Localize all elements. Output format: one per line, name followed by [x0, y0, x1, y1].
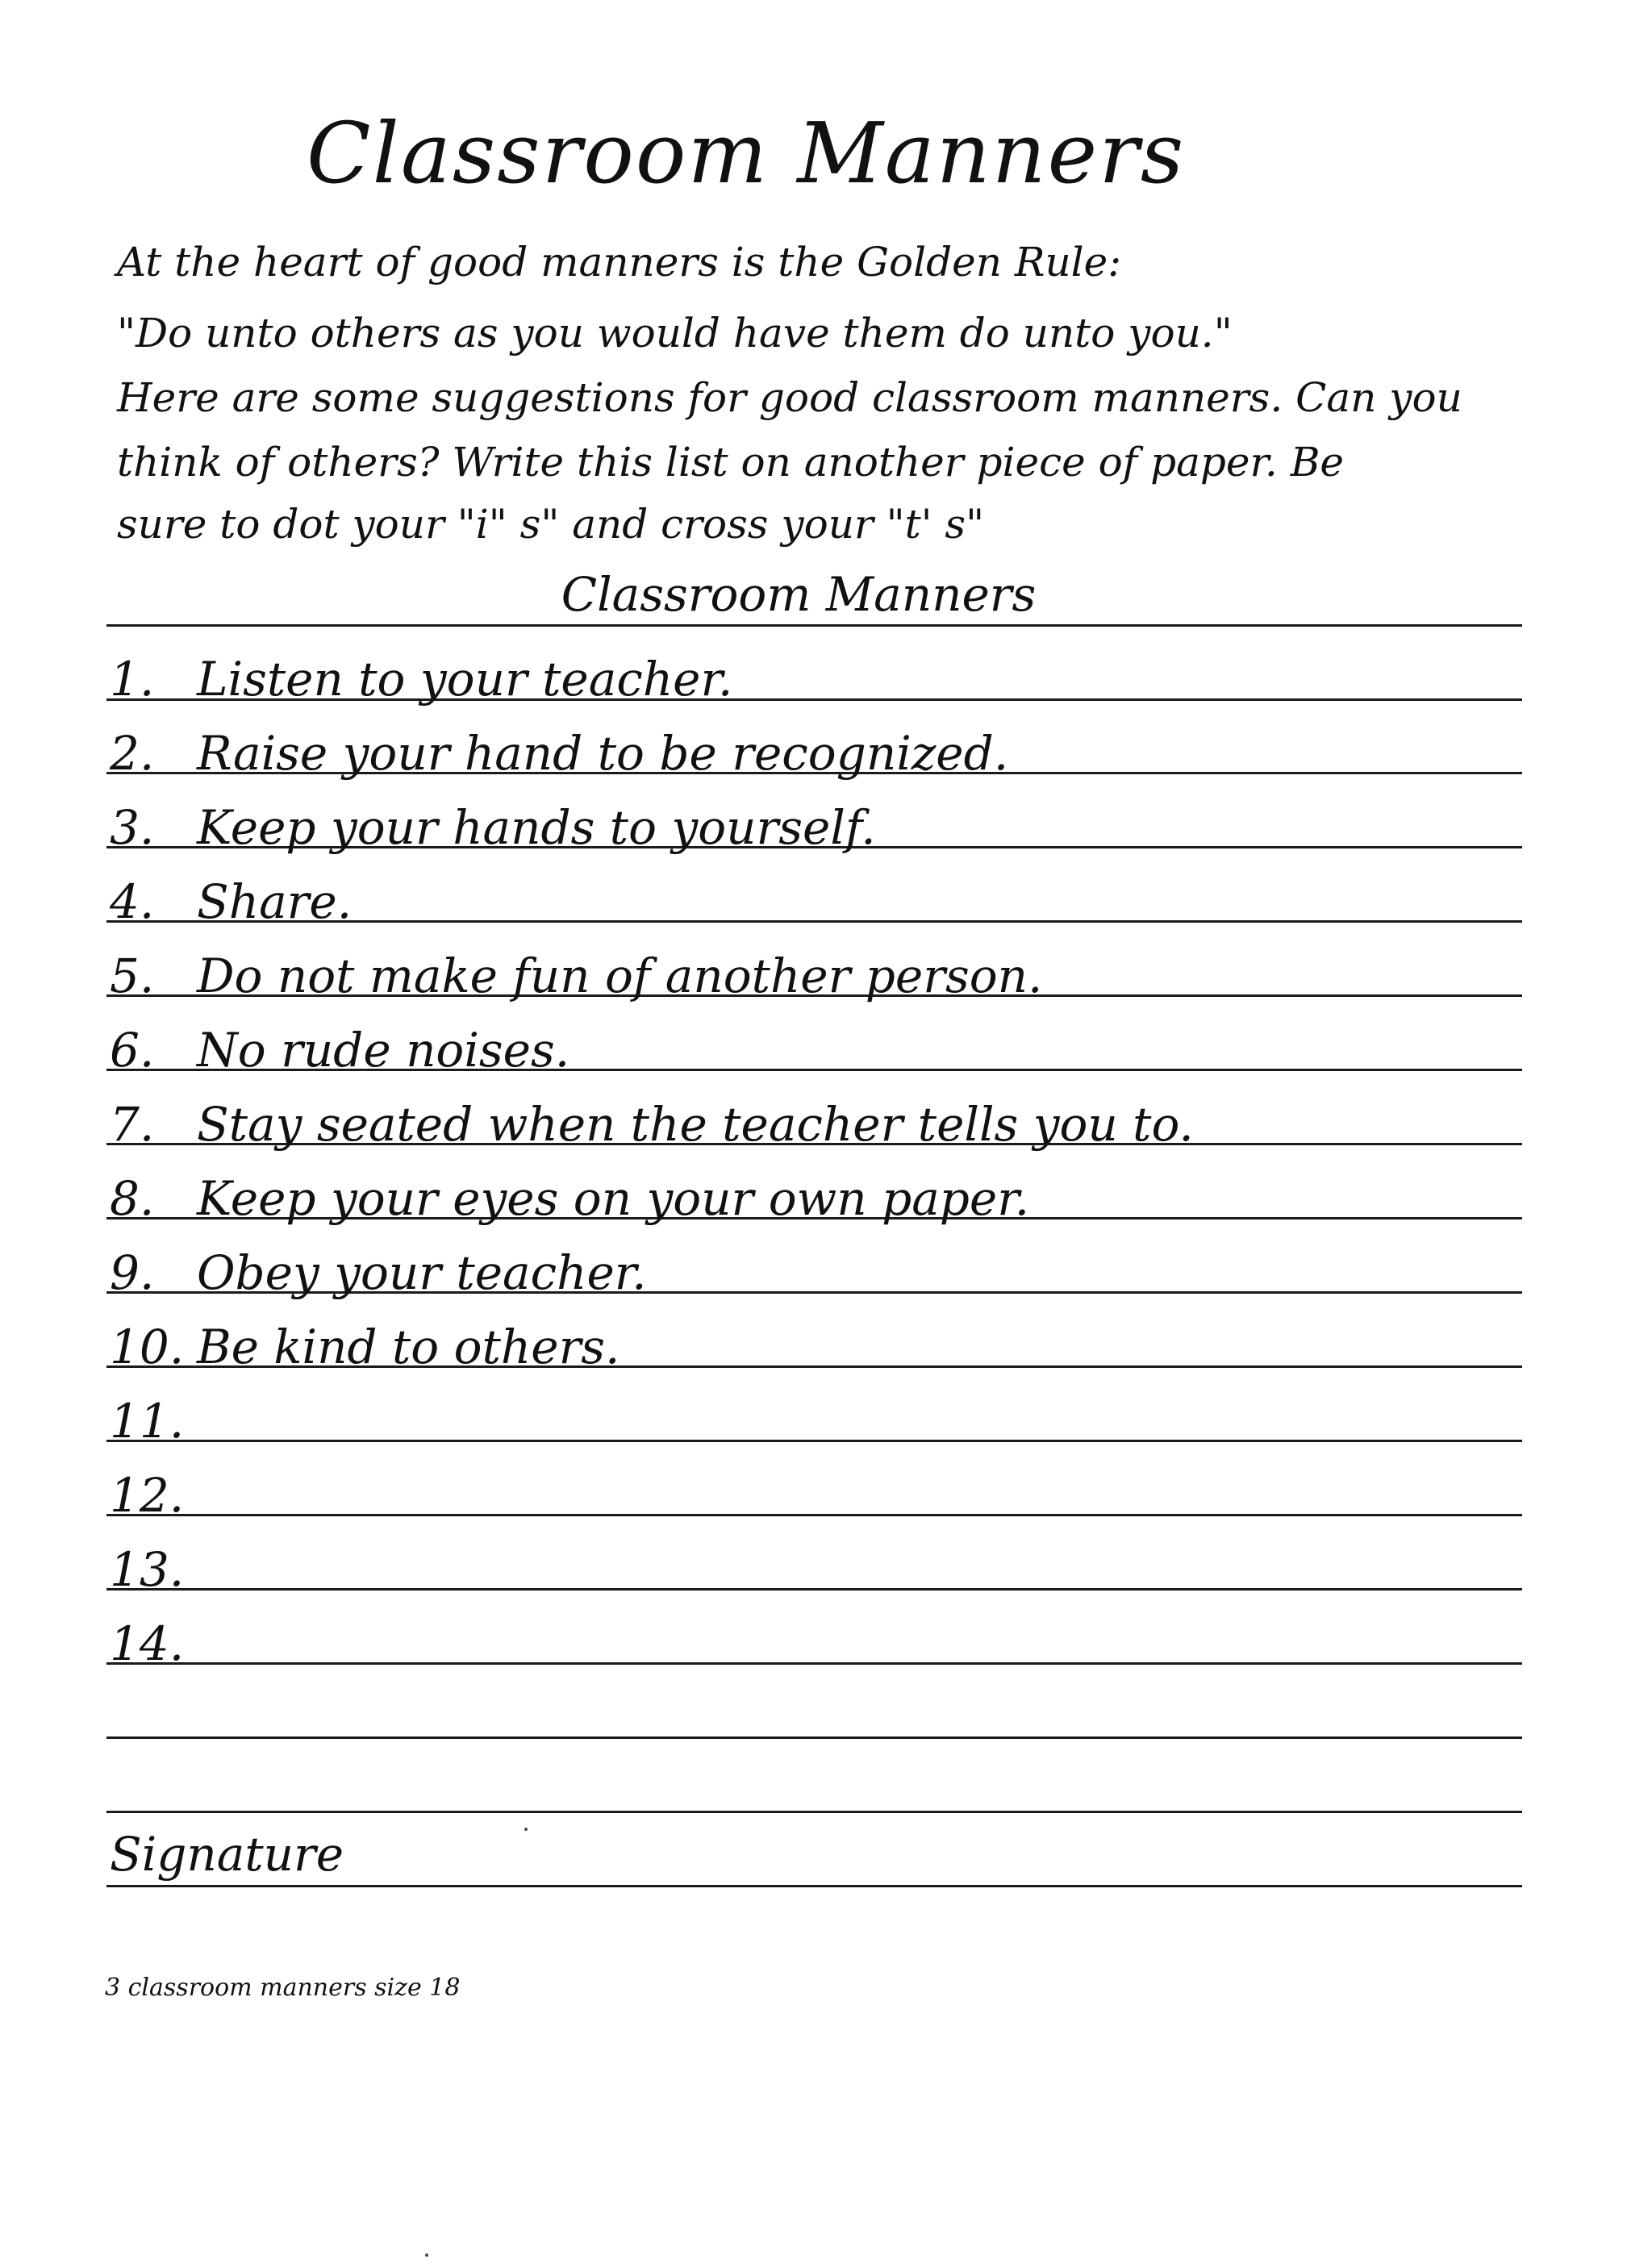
intro-line-5: sure to dot your "i" s" and cross your "t' s" [117, 501, 985, 548]
item-number: 11. [110, 1394, 185, 1449]
item-number: 10. [110, 1320, 185, 1374]
intro-line-2: "Do unto others as you would have them do unto you." [117, 310, 1233, 356]
item-text: No rude noises. [197, 1023, 570, 1078]
signature-line [106, 1885, 1522, 1887]
list-item [110, 1394, 1489, 1454]
item-text: Keep your eyes on your own paper. [197, 1171, 1030, 1226]
rule-line-heading [106, 624, 1522, 627]
rule-line-15 [106, 1736, 1522, 1739]
item-number: 13. [110, 1542, 185, 1597]
page-title: Classroom Manners [307, 104, 1186, 202]
list-item [110, 1097, 1489, 1157]
list-item [110, 948, 1489, 1009]
list-heading: Classroom Manners [561, 567, 1037, 622]
item-number: 7. [110, 1097, 155, 1152]
intro-line-4: think of others? Write this list on another piece of paper. Be [117, 439, 1345, 486]
list-item [110, 1616, 1489, 1677]
item-text: Stay seated when the teacher tells you to. [197, 1097, 1194, 1152]
item-number: 8. [110, 1171, 155, 1226]
scan-speck [524, 1828, 528, 1831]
list-item [110, 800, 1489, 861]
item-text: Be kind to others. [197, 1320, 620, 1374]
item-text: Do not make fun of another person. [197, 948, 1043, 1003]
list-item [110, 1320, 1489, 1380]
item-number: 14. [110, 1616, 185, 1671]
intro-line-1: At the heart of good manners is the Golden Rule: [117, 239, 1122, 286]
item-number: 3. [110, 800, 155, 855]
list-item [110, 874, 1489, 935]
item-text: Keep your hands to yourself. [197, 800, 876, 855]
intro-line-3: Here are some suggestions for good classroom manners. Can you [117, 374, 1462, 421]
list-item [110, 726, 1489, 786]
list-item [110, 1468, 1489, 1528]
list-item [110, 1542, 1489, 1603]
item-number: 5. [110, 948, 155, 1003]
signature-label: Signature [110, 1827, 344, 1882]
item-number: 1. [110, 652, 155, 707]
list-item [110, 1171, 1489, 1232]
item-number: 6. [110, 1023, 155, 1078]
footer-note: 3 classroom manners size 18 [105, 1974, 461, 2002]
item-text: Obey your teacher. [197, 1245, 647, 1300]
list-item [110, 1023, 1489, 1083]
list-item [110, 652, 1489, 712]
list-item [110, 1245, 1489, 1306]
rule-line-16 [106, 1811, 1522, 1813]
item-text: Raise your hand to be recognized. [197, 726, 1009, 781]
item-number: 2. [110, 726, 155, 781]
item-number: 9. [110, 1245, 155, 1300]
item-text: Listen to your teacher. [197, 652, 733, 707]
item-number: 4. [110, 874, 155, 929]
scan-speck [425, 2253, 428, 2257]
item-number: 12. [110, 1468, 185, 1523]
item-text: Share. [197, 874, 353, 929]
